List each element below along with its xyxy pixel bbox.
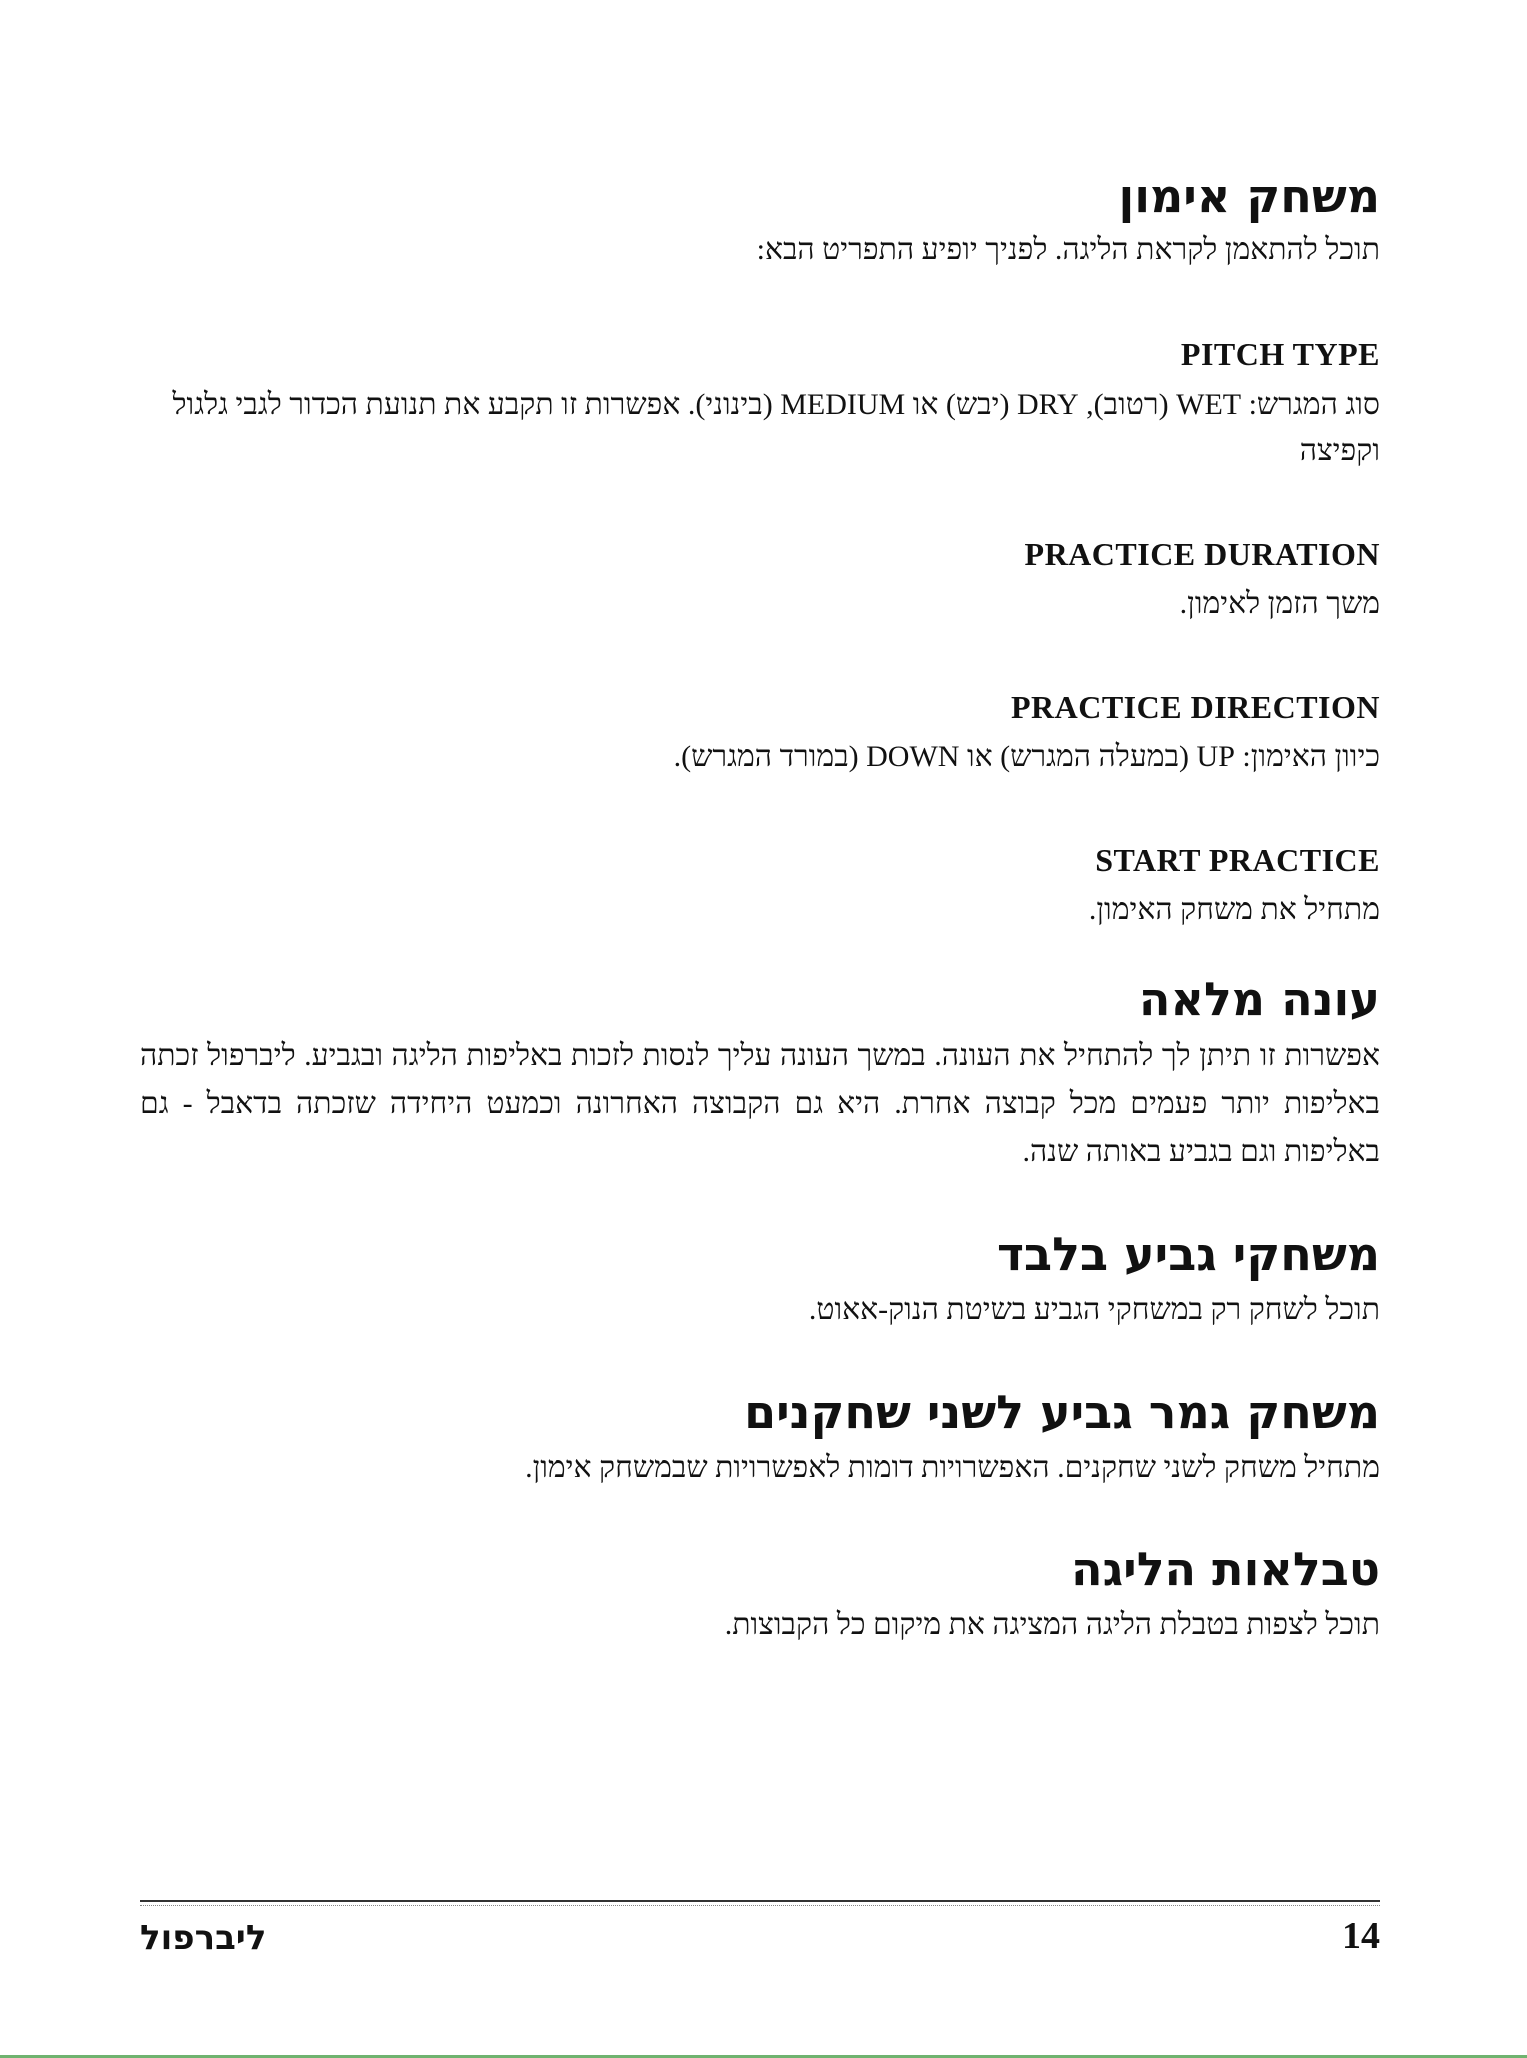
two-player-cup-final-heading: משחק גמר גביע לשני שחקנים: [744, 1384, 1380, 1439]
section-two-player-cup-final: [140, 1386, 1380, 1491]
section-practice-direction: [140, 688, 1380, 781]
page-content: [140, 170, 1380, 1701]
league-tables-heading: טבלאות הליגה: [1071, 1542, 1380, 1597]
two-player-cup-final-text: מתחיל משחק לשני שחקנים. האפשרויות דומות לאפשרויות שבמשחק אימון.: [525, 1450, 1380, 1484]
footer-divider-secondary: [140, 1905, 1380, 1906]
cup-games-only-heading: משחקי גביע בלבד: [997, 1227, 1380, 1282]
cup-games-only-text: תוכל לשחק רק במשחקי הגביע בשיטת הנוק-אאוט.: [808, 1293, 1380, 1327]
section-pitch-type: [140, 335, 1380, 474]
section-cup-games-only: [140, 1228, 1380, 1333]
footer-divider: [140, 1900, 1380, 1902]
full-season-text: אפשרות זו תיתן לך להתחיל את העונה. במשך העונה עליך לנסות לזכות באליפות הליגה ובגביע. ליברפול זכתה באליפות יותר פעמים מכל קבוצה אחרת. היא גם הקבוצה האחרונה וכמעט היחידה שזכתה בדאבל - גם באליפות וגם בגביע באותה שנה.: [140, 1039, 1380, 1169]
practice-game-text: תוכל להתאמן לקראת הליגה. לפניך יופיע התפריט הבא:: [756, 232, 1380, 266]
practice-direction-heading: PRACTICE DIRECTION: [1010, 688, 1380, 725]
section-start-practice: [140, 841, 1380, 934]
section-practice-duration: [140, 535, 1380, 628]
start-practice-text: מתחיל את משחק האימון.: [1088, 892, 1380, 926]
pitch-type-text: סוג המגרש: WET (רטוב), DRY (יבש) או MEDIUM (בינוני). אפשרות זו תקבע את תנועת הכדור לגבי גלגול וקפיצה: [172, 387, 1380, 468]
footer-title: ליברפול: [140, 1918, 267, 1958]
practice-duration-text: משך הזמן לאימון.: [1179, 587, 1380, 621]
league-tables-text: תוכל לצפות בטבלת הליגה המציגה את מיקום כל הקבוצות.: [724, 1608, 1380, 1642]
section-full-season: [140, 973, 1380, 1176]
practice-duration-heading: PRACTICE DURATION: [1024, 535, 1380, 572]
section-practice-game: [140, 170, 1380, 273]
start-practice-heading: START PRACTICE: [1095, 841, 1380, 878]
pitch-type-heading: PITCH TYPE: [1180, 336, 1380, 373]
full-season-heading: עונה מלאה: [1138, 972, 1380, 1027]
practice-game-heading: משחק אימון: [1118, 169, 1380, 223]
page-number: 14: [1342, 1915, 1380, 1957]
section-league-tables: [140, 1543, 1380, 1648]
practice-direction-text: כיוון האימון: UP (במעלה המגרש) או DOWN (במורד המגרש).: [673, 740, 1380, 774]
